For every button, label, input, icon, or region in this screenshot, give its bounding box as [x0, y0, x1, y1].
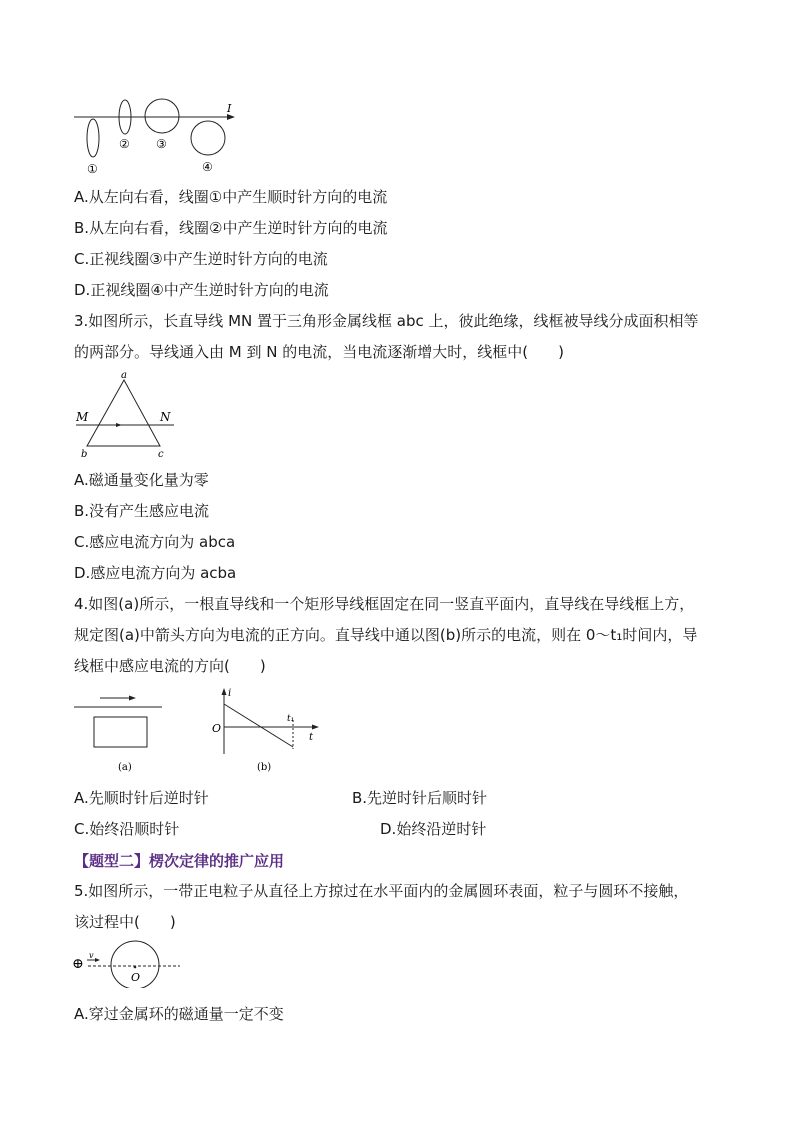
- q2-option-b: B.从左向右看，线圈②中产生逆时针方向的电流: [74, 219, 388, 237]
- t1-label: t₁: [287, 714, 295, 724]
- velocity-label: v: [89, 951, 94, 960]
- q4-option-d: D.始终沿逆时针: [380, 820, 487, 838]
- coil-4-label: ④: [202, 160, 213, 174]
- q3-option-b: B.没有产生感应电流: [74, 502, 210, 520]
- positive-particle: ⊕: [72, 956, 84, 972]
- ring-figure: [70, 938, 190, 988]
- q4-option-a: A.先顺时针后逆时针: [74, 789, 209, 807]
- axis-i-label: i: [228, 688, 232, 699]
- q4-stem-line3: 线框中感应电流的方向( ): [74, 657, 266, 675]
- coil-2-label: ②: [119, 137, 130, 151]
- q4-option-b: B.先逆时针后顺时针: [352, 789, 488, 807]
- current-label: I: [227, 102, 232, 115]
- q2-option-c: C.正视线圈③中产生逆时针方向的电流: [74, 250, 328, 268]
- axis-t-label: t: [309, 732, 314, 743]
- q5-stem-line1: 5.如图所示，一带正电粒子从直径上方掠过在水平面内的金属圆环表面，粒子与圆环不接触，: [74, 882, 689, 900]
- center-o-label: O: [131, 971, 141, 984]
- label-n: N: [160, 410, 171, 424]
- q5-option-a: A.穿过金属环的磁通量一定不变: [74, 1005, 284, 1023]
- q4-stem-line1: 4.如图(a)所示，一根直导线和一个矩形导线框固定在同一竖直平面内，直导线在导线框上方，: [74, 595, 695, 613]
- caption-b: (b): [257, 762, 272, 773]
- q4-stem-line2: 规定图(a)中箭头方向为电流的正方向。直导线中通以图(b)所示的电流，则在 0～t₁时间内，导: [74, 626, 698, 644]
- vertex-a: a: [121, 370, 127, 381]
- caption-a: (a): [118, 762, 132, 773]
- q2-option-d: D.正视线圈④中产生逆时针方向的电流: [74, 281, 329, 299]
- q3-stem-line2: 的两部分。导线通入由 M 到 N 的电流，当电流逐渐增大时，线框中( ): [74, 343, 564, 361]
- coil-1-label: ①: [87, 162, 98, 176]
- q2-option-a: A.从左向右看，线圈①中产生顺时针方向的电流: [74, 188, 388, 206]
- label-m: M: [76, 410, 89, 424]
- figure-b: [205, 684, 330, 779]
- vertex-b: b: [81, 449, 88, 460]
- section-heading: 【题型二】楞次定律的推广应用: [74, 852, 285, 870]
- coil-3-label: ③: [156, 137, 167, 151]
- q3-option-c: C.感应电流方向为 abca: [74, 533, 236, 551]
- q3-stem-line1: 3.如图所示，长直导线 MN 置于三角形金属线框 abc 上，彼此绝缘，线框被导线分成面积相等: [74, 312, 699, 330]
- q4-option-c: C.始终沿顺时针: [74, 820, 180, 838]
- vertex-c: c: [158, 449, 164, 460]
- q3-option-a: A.磁通量变化量为零: [74, 471, 209, 489]
- q5-stem-line2: 该过程中( ): [74, 913, 176, 931]
- coils-figure: [70, 92, 250, 182]
- triangle-figure: [70, 370, 190, 460]
- figure-a: [70, 688, 170, 778]
- q3-option-d: D.感应电流方向为 acba: [74, 564, 237, 582]
- origin-label: O: [212, 722, 222, 735]
